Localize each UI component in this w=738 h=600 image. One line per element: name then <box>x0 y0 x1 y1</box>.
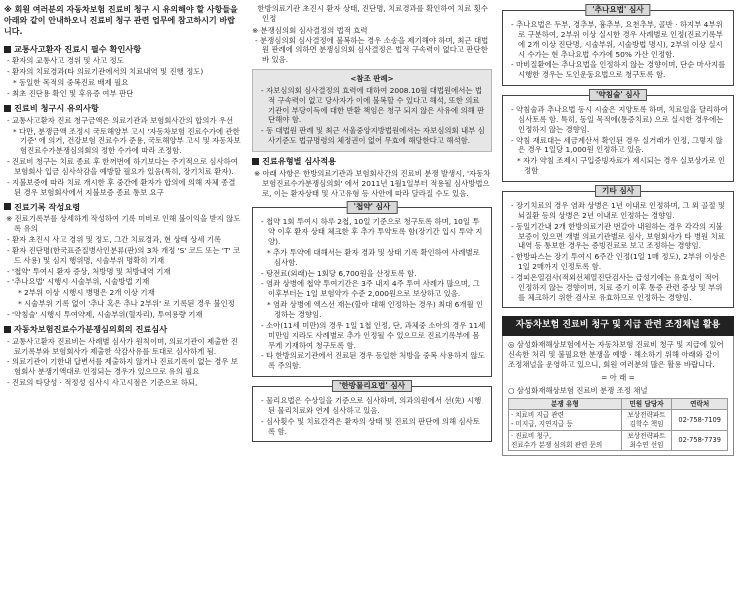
reference-case-box <box>252 69 492 152</box>
list-item: * 2부위 이상 시행시 병명은 2개 이상 기재 <box>18 288 155 298</box>
list-item: - 약침술과 추나요법 동시 시술은 지양토록 하며, 치료일을 달리하여 심사토록 함. 특히, 동일 목적에(통증치료) 으로 실시한 경우에는 인정하지 않는 경향임. <box>511 105 728 134</box>
table-row <box>509 410 728 431</box>
list-item: - 소아(11세 미만)의 경우 1일 1첩 인정, 단, 과체중 소아의 경우 11세 미만임 지라도 사례별로 추가 인정될 수 있으므로 진료기록부에 몸무게 기재하여 청구토록 함. <box>261 320 486 350</box>
list-item: * 염좌 상병에 엑스선 재는(할아 대해 인정하는 경우) 최대 6개월 인정하는 경향임. <box>267 300 484 319</box>
list-item: - 첩약 1회 투여시 하루 2첩, 10일 기준으로 청구토록 하며, 10일 투약 이후 환자 상태 체크한 후 추가 투약토록 함(장기간 입시 투약 지양). <box>261 217 483 247</box>
box-title: '첩약' 심사 <box>347 201 398 213</box>
list-item: - 환자 진단명(한국표준질병사인분류(판)의 3차 개정 'S' 코드 또는 'T' 코드 사용) 및 심지 행위명, 시술부위 명확히 기재 <box>7 245 240 265</box>
list-item: * 다만, 분쟁금액 조정시 국토해양부 고시 '자동차보험 진료수가에 관한 기준' 에 의거, 건강보험 진료수가 준용, 국토해양부 고시 및 자동차보험진료수가분쟁심의회의 정한 수가에 따라 조정함. <box>13 126 241 156</box>
list-item: - 환자의 치료경과(타 의료기관에서의 치료내역 및 진행 정도) <box>7 67 204 77</box>
list-item: - '첩약' 투여시 환자 증상, 처방명 및 처방내역 기재 <box>7 266 171 276</box>
list-item: - 분쟁심의회 심사결정에 불복하는 경우 소송을 제기해야 하며, 최근 대법원 판례에 의하면 분쟁심의회 심사결정은 법적 구속력이 없다고 판단한 바 있음. <box>255 35 489 65</box>
table-header: 분쟁 유형 <box>509 398 622 410</box>
list-item: - 동 대법원 판례 및 최근 서울중앙지방법원에서는 자보심의회 내부 심사기준도 법규명령의 체정권이 없어 무효에 해당한다고 해석함. <box>261 126 485 146</box>
table-header: 연락처 <box>672 398 728 410</box>
list-item: - 의료기관이 기한내 답변서를 제출하지 않거나 진료기록이 없는 경우 보험회사 분쟁기액대로 인정되는 경우가 있으므로 유의 필요 <box>7 357 238 377</box>
table-cell: 02-758-7109 <box>672 410 728 431</box>
square-bullet-icon <box>4 46 11 53</box>
column-right <box>502 4 734 456</box>
list-item: - 동일기간내 2개 한방의료기관 번갈아 내원하는 경우 각각의 지불보증이 있으면 개별 의료기관별로 심사, 보험회사가 타 병원 치료내역 등 통보한 경우는 증빙진료로 보고 조정하는 경향임. <box>511 221 725 251</box>
list-item: - 교통사고환자 진료 청구금액은 의료기관과 보험회사간의 합의가 우선 <box>7 115 234 125</box>
table-cell: · 치료비 지급 관련 - 미지급, 지연지급 등 <box>509 410 622 431</box>
list-item: - 약침 재료대는 세금계산서 확인된 경우 실거래가 인정, 그렇지 않은 경우 1일당 1,000원 인정하고 있음. <box>511 135 723 155</box>
herbal-medicine-review-box <box>252 202 492 377</box>
list-item: - 지불보증에 따라 치료 개시한 후 중간에 환자가 합의에 의해 자체 종결된 경우 보험회사에서 지불보증 종료 통보 요구 <box>7 177 236 197</box>
list-item: - 최초 진단용 확인 및 후유증 여부 판단 <box>7 89 134 98</box>
other-review-box <box>502 185 734 308</box>
table-header-row <box>509 398 728 410</box>
list-item: - 장기치료의 경우 염좌 상병은 1년 이내로 인정하며, 그 외 골절 및 뇌질환 등의 상병은 2년 이내로 인정하는 경향임. <box>511 200 726 220</box>
list-item: - 마비질환에는 추나요법을 인정하지 않는 경향이며, 단순 마사지를 시행한 경우는 도인운동요법으로 청구토록 함. <box>511 60 726 80</box>
square-bullet-icon <box>4 105 11 112</box>
list-item: - 탕전료(외래)는 1회당 6,700원을 산정토록 함. <box>261 268 417 278</box>
note-text: ※ 아래 사항은 한방의료기관과 보험회사간의 진료비 분쟁 발생시, '자동차보험진료수가분쟁심의회' 에서 2011년 1월1일부터 적용될 심사방법으로, 이는 환자상태 및 사고유형 등 사안에 따라 달라질 수도 있음. <box>254 168 491 198</box>
channel-body: ◎ 삼성화재해상보험에서는 자동차보험 진료비 청구 및 지급에 있어 신속한 처리 및 불필요한 분쟁을 예방 · 해소하기 위해 아래와 같이 조정채널을 운영하고 있으니, 회원 여러분의 많은 활용 바랍니다. <box>508 340 724 370</box>
box-title: '약침술' 심사 <box>589 89 647 101</box>
square-bullet-icon <box>4 326 11 333</box>
channel-separator: = 아 래 = <box>601 372 635 382</box>
note-text: ※ 진료기록부를 상세하게 작성하여 기록 미비로 인해 불이익을 받지 않도록 유의 <box>6 214 241 234</box>
list-item: - '추나요법' 시행시 시술부위, 시술방법 기재 <box>7 277 150 287</box>
contact-table <box>508 398 728 452</box>
table-cell: 02-758-7739 <box>672 430 728 451</box>
channel-subheading: ○ 삼성화재해상보험 진료비 분쟁 조정 채널 <box>508 385 648 395</box>
table-header: 민원 담당자 <box>621 398 672 410</box>
section-heading: ※ 분쟁심의회 심사결정의 법적 효력 <box>252 25 368 35</box>
channel-title: 자동차보험 진료비 청구 및 지급 관련 조정채널 활용 <box>502 316 734 336</box>
box-title: '한방물리요법' 심사 <box>332 380 412 392</box>
table-cell: · 진료비 청구, 진료수가 분쟁 심의회 관련 문의 <box>509 430 622 451</box>
section-heading: 진료기록 작성요령 <box>4 202 241 213</box>
list-item: - 진료비 청구는 치료 종료 후 한꺼번에 하기보다는 주기적으로 심사하여 보험회사 입금 심사삭감을 예방할 필요가 있음(특히, 장기치료 환자). <box>7 157 238 176</box>
section-heading: 교통사고환자 진료시 필수 확인사항 <box>4 44 241 55</box>
list-item: - 진료의 타당성 · 적정성 심사시 사고시점은 기준으로 하되, <box>7 378 198 388</box>
square-bullet-icon <box>252 158 259 165</box>
list-item: - 환자 초진시 사고 경위 및 정도, 그간 치료경과, 현 상태 상세 기록 <box>7 235 222 245</box>
list-item: - 경피온열검사(적외선체열진단검사는 급성기에는 유효성이 적어 인정하지 않는 경향이며, 치료 증기 이후 통증 관련 증상 및 부위를 체크하기 위한 검사로 유효하므로 인정하는 경향임. <box>511 272 723 302</box>
list-item: - 타 한방의료기관에서 진료된 경우 동일한 처방을 중복 사용하지 않도록 주의함. <box>261 351 485 371</box>
continued-text: 한방의료기관 초진시 환자 상태, 진단명, 치료경과를 확인하여 치료 횟수 인정 <box>257 4 488 23</box>
list-item: - 한방파스는 장기 투여시 6주간 인정(1일 1매 정도), 2부위 이상은 1일 2매까지 인정토록 함. <box>511 252 726 272</box>
square-bullet-icon <box>4 203 11 210</box>
list-item: * 동일한 목적의 중복진료 배제 필요 <box>13 78 129 88</box>
table-cell: 보상전략파트 최수연 선임 <box>621 430 672 451</box>
list-item: - 추나요법은 두부, 경추부, 흉추부, 요천추부, 골반 · 하지부 4부위로 구분하여, 2부위 이상 실시한 경우 사례별로 인정(진료기록부에 2개 이상 진단명, 시술부위, 시술방법 명시), 2부위 이상 실시시 수가는 현 추나요법 수가에 50% 가산 인정함. <box>511 20 723 59</box>
section-heading: 진료유형별 심사적용 <box>252 156 492 167</box>
list-item: * 시술부위 기록 없이 '추나 혹은 추나 2부위' 로 기록된 경우 불인정 <box>18 299 235 309</box>
column-middle <box>252 4 492 442</box>
table-row <box>509 430 728 451</box>
list-item: * 자가 약침 조제시 구입증빙자료가 제시되는 경우 실보상가로 인정함 <box>517 156 726 176</box>
list-item: - 물리요법은 수상일을 기준으로 심사하며, 의과의원에서 선(先) 시행된 물리치료와 연계 심사하고 있음. <box>261 396 482 415</box>
list-item: - 심사횟수 및 치료간격은 환자의 상태 및 진료의 판단에 의해 심사토록 함. <box>261 416 480 436</box>
channel-box <box>502 336 734 456</box>
list-item: - '약침술' 시행시 투여약제, 시술부위(혈자리), 투여용량 기재 <box>7 310 203 319</box>
section-heading: 자동차보험진료수가분쟁심의회의 진료심사 <box>4 324 241 335</box>
column-left <box>4 4 241 389</box>
chuna-review-box <box>502 5 734 86</box>
box-title: 기타 심사 <box>595 185 641 197</box>
list-item: - 환자의 교통사고 경위 및 사고 정도 <box>7 56 124 66</box>
list-item: - 염좌 상병에 첩약 투여기간은 3주 내지 4주 투여 사례가 많으며, 그 이후부터는 1일 보험약가 수준 2,000원으로 보상하고 있음. <box>261 279 480 299</box>
intro-text: ※ 회원 여러분의 자동차보험 진료비 청구 시 유의해야 할 사항들을 아래와 같이 안내하오니 진료비 청구 관련 업무에 참고하시기 바랍니다. <box>4 5 238 37</box>
physical-therapy-review-box <box>252 381 492 442</box>
box-title: <참조 판례> <box>350 74 394 84</box>
pharmacopuncture-review-box <box>502 90 734 182</box>
box-title: '추나요법' 심사 <box>585 4 650 16</box>
list-item: - 교통사고환자 진료비는 사례별 심사가 원칙이며, 의료기관이 제출한 진료기록부와 보험회사가 제출한 삭감사유를 토대로 심사하게 됨. <box>7 336 238 356</box>
table-cell: 보상전략파트 김학수 책임 <box>621 410 672 431</box>
list-item: * 추가 투약에 대해서는 환자 경과 및 상태 기록 확인하여 사례별로 심사함. <box>267 247 480 267</box>
section-heading: 진료비 청구시 유의사항 <box>4 103 241 114</box>
list-item: - 자보심의회 심사결정의 효력에 대하여 2008.10월 대법원에서는 법적 구속력이 없고 당사자가 이에 불복할 수 있다고 해석, 또한 의료기관이 부당이득에 대한 반환 책임은 청구 되지 않은 사유에 의해 판단해야 함. <box>261 85 485 125</box>
